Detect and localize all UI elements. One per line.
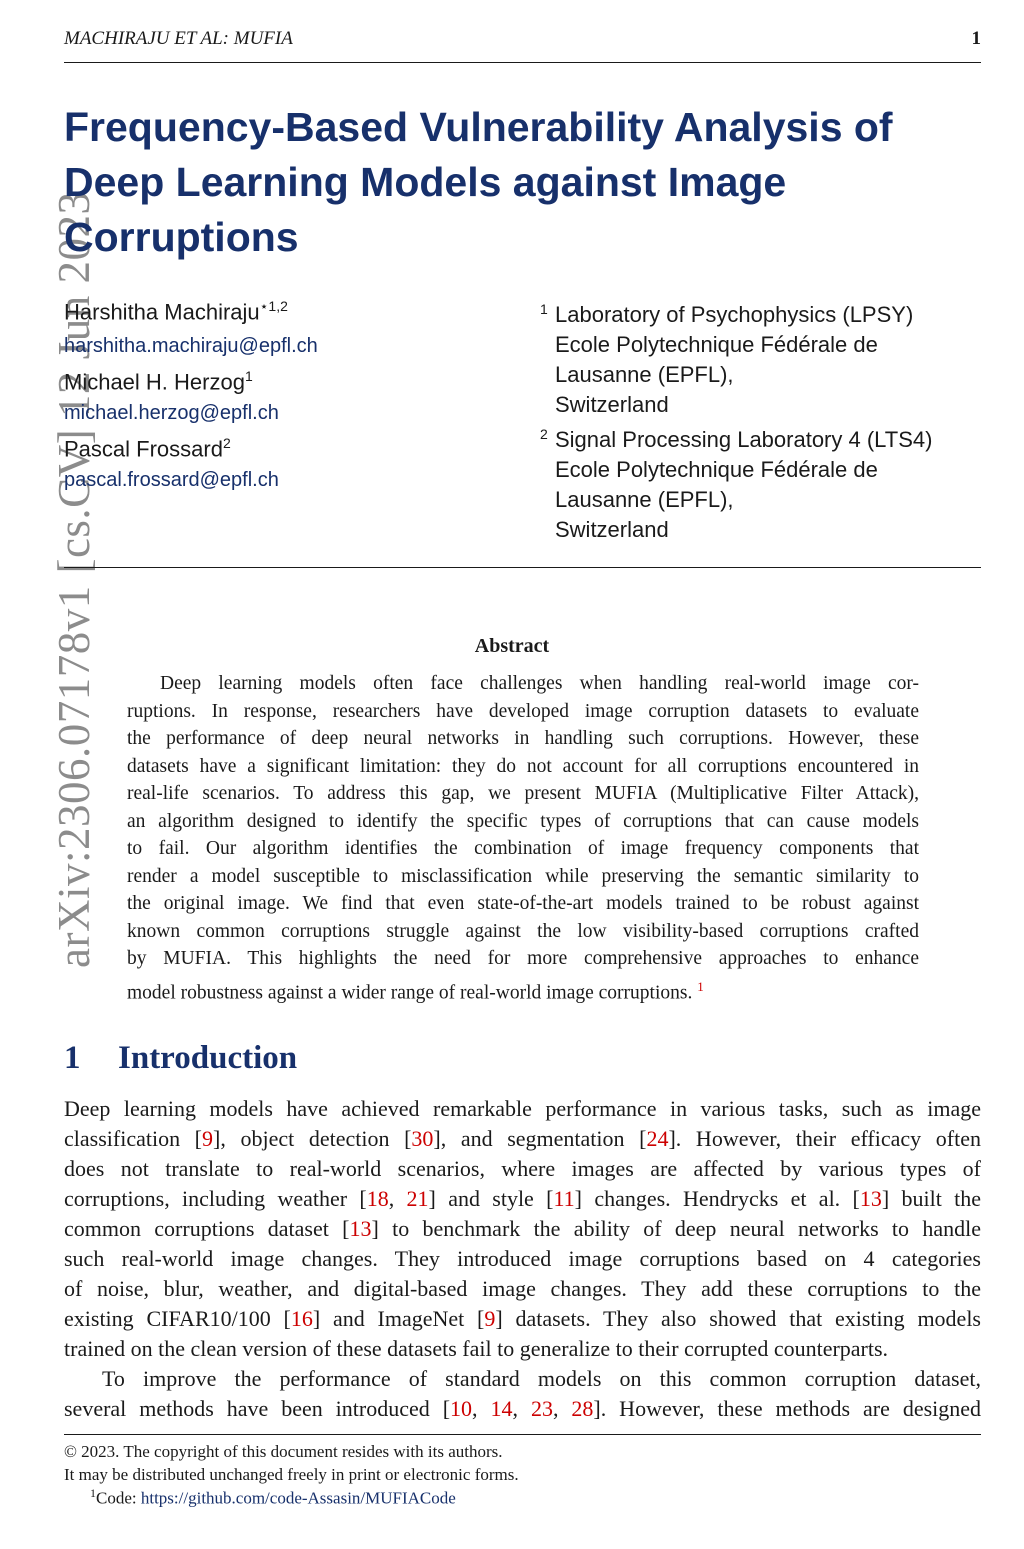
affiliation-line: Signal Processing Laboratory 4 (LTS4) xyxy=(555,427,933,452)
citation-link[interactable]: 16 xyxy=(290,1306,313,1331)
body-text-run: corruptions, including weather [ xyxy=(64,1186,367,1211)
abstract-line: model robustness against a wider range of real-world image corruptions. $^1$ xyxy=(127,978,704,1003)
body-text-run: , xyxy=(512,1396,531,1421)
body-text-run: ], and segmentation [ xyxy=(433,1126,647,1151)
citation-link[interactable]: 9 xyxy=(202,1126,214,1151)
copyright-notice xyxy=(64,1440,519,1486)
body-line xyxy=(64,1364,981,1394)
citation-link[interactable]: 14 xyxy=(490,1396,513,1421)
affiliation-number: 2 xyxy=(540,426,548,442)
author-email[interactable]: michael.herzog@epfl.ch xyxy=(64,402,279,424)
body-line xyxy=(64,1334,981,1364)
affiliation-line: Ecole Polytechnique Fédérale de xyxy=(555,332,878,357)
body-line xyxy=(64,1184,981,1214)
body-text-run: of noise, blur, weather, and digital-based image changes. They add these corruptions to the xyxy=(64,1276,981,1301)
body-text xyxy=(64,1094,981,1424)
affiliation-number: 1 xyxy=(540,301,548,317)
abstract-line: datasets have a significant limitation: they do not account for all corruptions encountered in xyxy=(127,755,919,777)
footnote-number: 1 xyxy=(90,1486,96,1500)
body-line xyxy=(64,1094,981,1124)
body-line xyxy=(64,1244,981,1274)
abstract-line: render a model susceptible to misclassification while preserving the semantic similarity to xyxy=(127,865,919,887)
abstract-heading: Abstract xyxy=(474,635,550,657)
divider xyxy=(64,1434,981,1435)
citation-link[interactable]: 23 xyxy=(530,1396,553,1421)
copyright-line: © 2023. The copyright of this document resides with its authors. xyxy=(64,1442,503,1461)
body-text-run: , xyxy=(388,1186,407,1211)
body-text-run: classification [ xyxy=(64,1126,203,1151)
affiliation-line: Lausanne (EPFL), xyxy=(555,487,734,512)
body-text-run: ]. However, these methods are designed xyxy=(593,1396,982,1421)
abstract-line: an algorithm designed to identify the specific types of corruptions that can cause models xyxy=(127,810,919,832)
code-link[interactable]: https://github.com/code-Assasin/MUFIACode xyxy=(140,1488,456,1508)
abstract-body xyxy=(127,670,919,1007)
body-text-run: ] and style [ xyxy=(428,1186,554,1211)
affiliation xyxy=(540,300,1000,420)
abstract-line: by MUFIA. This highlights the need for more comprehensive approaches to enhance xyxy=(127,948,919,969)
abstract-line: real-life scenarios. To address this gap, we present MUFIA (Multiplicative Filter Attack), xyxy=(127,783,919,804)
section-title: Introduction xyxy=(118,1040,298,1076)
body-text-run: ] changes. Hendrycks et al. [ xyxy=(574,1186,860,1211)
abstract-line: to fail. Our algorithm identifies the combination of image frequency components that xyxy=(127,838,919,859)
body-text-run: common corruptions dataset [ xyxy=(64,1216,350,1241)
citation-link[interactable]: 24 xyxy=(646,1126,669,1151)
citation-link[interactable]: 21 xyxy=(406,1186,429,1211)
author-name: Pascal Frossard$^2$ xyxy=(64,435,231,462)
author-email[interactable]: harshitha.machiraju@epfl.ch xyxy=(64,335,318,357)
body-text-run: such real-world image changes. They introduced image corruptions based on 4 categories xyxy=(64,1246,981,1271)
citation-link[interactable]: 28 xyxy=(571,1396,594,1421)
body-line xyxy=(64,1124,981,1154)
body-line xyxy=(64,1214,981,1244)
affiliation-line: Ecole Polytechnique Fédérale de xyxy=(555,457,878,482)
paper-title xyxy=(64,100,964,265)
footnote xyxy=(90,1486,456,1509)
body-line xyxy=(64,1154,981,1184)
title-line: Deep Learning Models against Image xyxy=(64,159,787,205)
title-line: Frequency-Based Vulnerability Analysis of xyxy=(64,104,893,150)
footnote-label: Code: xyxy=(96,1488,141,1508)
citation-link[interactable]: 11 xyxy=(553,1186,575,1211)
affiliation-line: Switzerland xyxy=(555,392,669,417)
body-text-run: does not translate to real-world scenarios, where images are affected by various types of xyxy=(64,1156,981,1181)
divider xyxy=(64,567,981,568)
body-text-run: ] datasets. They also showed that existing models xyxy=(495,1306,981,1331)
body-line xyxy=(64,1274,981,1304)
arxiv-stamp: arXiv:2306.07178v1 [cs.CV] 12 Jun 2023 xyxy=(49,191,99,968)
body-text-run: ] built the xyxy=(881,1186,982,1211)
abstract-line: known common corruptions struggle against the low visibility-based corruptions crafted xyxy=(127,920,919,942)
body-text-run: To improve the performance of standard models on this common corruption dataset, xyxy=(102,1366,981,1391)
affiliation xyxy=(540,425,1000,545)
page-number: 1 xyxy=(971,28,981,49)
footnote-link[interactable]: 1 xyxy=(697,978,704,994)
citation-link[interactable]: 30 xyxy=(411,1126,434,1151)
title-line: Corruptions xyxy=(64,214,299,260)
running-title: MACHIRAJU ET AL: MUFIA xyxy=(64,28,293,49)
body-text-run: ], object detection [ xyxy=(213,1126,412,1151)
author-name: Michael H. Herzog$^1$ xyxy=(64,368,253,395)
abstract-line: the original image. We find that even state-of-the-art models trained to be robust against xyxy=(127,893,919,914)
citation-link[interactable]: 18 xyxy=(366,1186,389,1211)
body-line xyxy=(64,1304,981,1334)
abstract-line: the performance of deep neural networks in handling such corruptions. However, these xyxy=(127,728,919,749)
citation-link[interactable]: 9 xyxy=(484,1306,496,1331)
citation-link[interactable]: 10 xyxy=(450,1396,473,1421)
section-heading xyxy=(64,1040,297,1077)
body-text-run: existing CIFAR10/100 [ xyxy=(64,1306,291,1331)
author-name: Harshitha Machiraju$^{⋆1,2}$ xyxy=(64,298,288,325)
section-number: 1 xyxy=(64,1040,81,1076)
affiliation-line: Laboratory of Psychophysics (LPSY) xyxy=(555,302,914,327)
running-header xyxy=(64,26,981,63)
affiliation-line: Lausanne (EPFL), xyxy=(555,362,734,387)
body-text-run: , xyxy=(472,1396,491,1421)
body-text-run: , xyxy=(552,1396,572,1421)
abstract-line: ruptions. In response, researchers have developed image corruption datasets to evaluate xyxy=(127,700,919,722)
abstract-line: Deep learning models often face challenges when handling real-world image cor- xyxy=(160,673,919,694)
body-text-run: ] and ImageNet [ xyxy=(312,1306,485,1331)
author-email[interactable]: pascal.frossard@epfl.ch xyxy=(64,469,279,491)
body-text-run: ] to benchmark the ability of deep neural networks to handle xyxy=(371,1216,981,1241)
body-text-run: ]. However, their efficacy often xyxy=(668,1126,981,1151)
affiliation-line: Switzerland xyxy=(555,517,669,542)
distribution-line: It may be distributed unchanged freely in print or electronic forms. xyxy=(64,1465,519,1484)
citation-link[interactable]: 13 xyxy=(349,1216,372,1241)
body-text-run: trained on the clean version of these datasets fail to generalize to their corrupted counterparts. xyxy=(64,1336,889,1361)
body-text-run: several methods have been introduced [ xyxy=(64,1396,451,1421)
body-line xyxy=(64,1394,981,1424)
citation-link[interactable]: 13 xyxy=(859,1186,882,1211)
body-text-run: Deep learning models have achieved remarkable performance in various tasks, such as image xyxy=(64,1096,981,1121)
